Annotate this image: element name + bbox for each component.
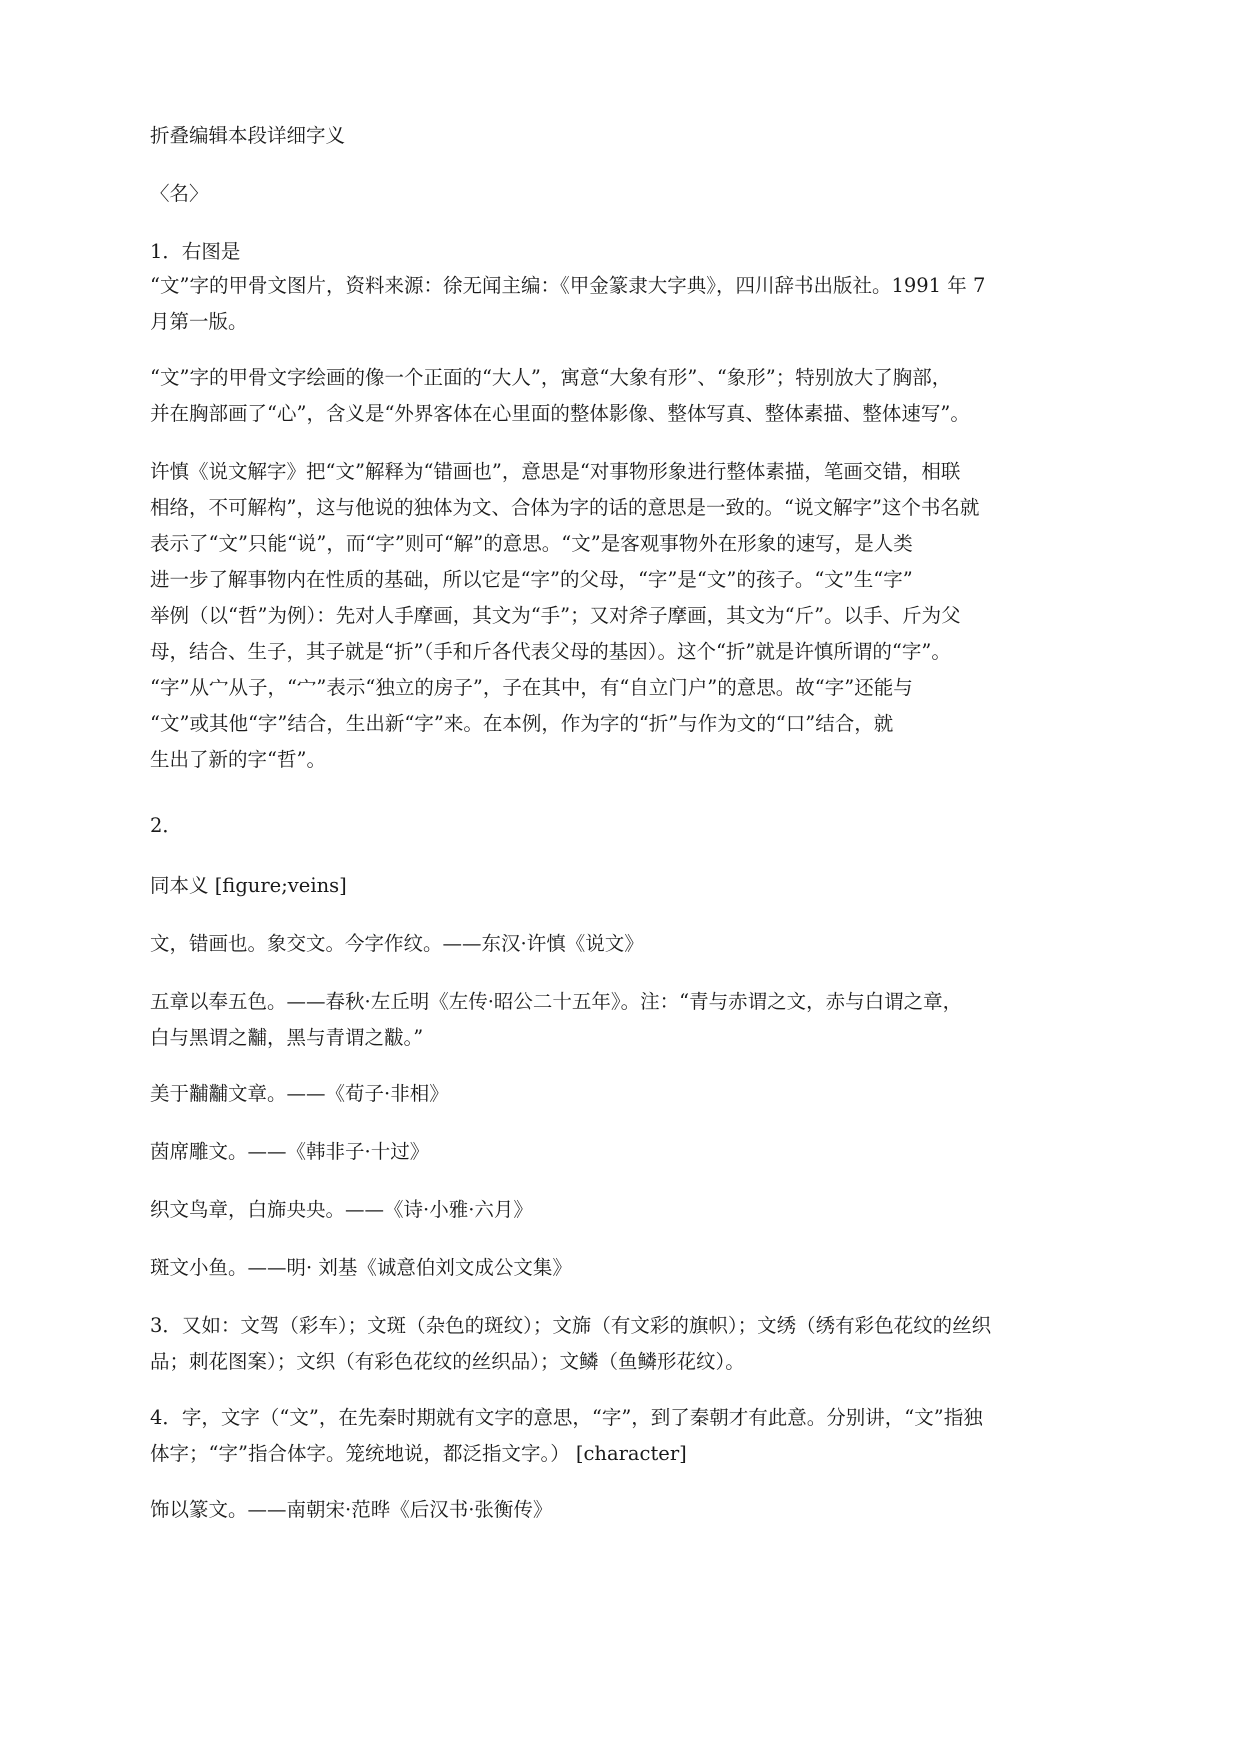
- quote-text: 文，错画也。象交文。今字作纹。——东汉·许慎《说文》: [150, 932, 644, 955]
- paragraph-line: “文”字的甲骨文图片，资料来源：徐无闻主编：《甲金篆隶大字典》，四川辞书出版社。1991 年 7: [150, 274, 986, 297]
- paragraph-line: 相络，不可解构”，这与他说的独体为文、合体为字的话的意思是一致的。“说文解字”这个书名就: [150, 496, 980, 519]
- quote-text: 斑文小鱼。——明· 刘基《诚意伯刘文成公文集》: [150, 1256, 572, 1279]
- sense-1-xu-shen-paragraph: [150, 454, 1095, 778]
- paragraph-line: 五章以奉五色。——春秋·左丘明《左传·昭公二十五年》。注：“青与赤谓之文，赤与白谓之章，: [150, 990, 963, 1013]
- quote-shuowen: [150, 926, 1095, 962]
- sense-2-definition: [150, 868, 1095, 904]
- paragraph-line: 生出了新的字“哲”。: [150, 748, 326, 771]
- quote-text: 美于黼黼文章。——《荀子·非相》: [150, 1082, 449, 1105]
- paragraph-line: 母，结合、生子，其子就是“折”（手和斤各代表父母的基因）。这个“折”就是许慎所谓的“字”。: [150, 640, 951, 663]
- paragraph-line: 4．字，文字（“文”，在先秦时期就有文字的意思，“字”，到了秦朝才有此意。分别讲，“文”指独: [150, 1406, 983, 1429]
- quote-text: 织文鸟章，白旆央央。——《诗·小雅·六月》: [150, 1198, 533, 1221]
- quote-houhanshu: [150, 1492, 1095, 1528]
- quote-xunzi: [150, 1076, 1095, 1112]
- paragraph-line: “文”或其他“字”结合，生出新“字”来。在本例，作为字的“折”与作为文的“口”结合，就: [150, 712, 894, 735]
- definition-text: 同本义 [figure;veins]: [150, 874, 347, 897]
- quote-shijing: [150, 1192, 1095, 1228]
- sense-1-number: [150, 234, 1095, 270]
- paragraph-line: 3．又如：文驾（彩车）；文斑（杂色的斑纹）；文旆（有文彩的旗帜）；文绣（绣有彩色花纹的丝织: [150, 1314, 992, 1337]
- quote-text: 饰以篆文。——南朝宋·范晔《后汉书·张衡传》: [150, 1498, 553, 1521]
- part-of-speech-text: 〈名〉: [150, 182, 209, 205]
- paragraph-line: 月第一版。: [150, 310, 248, 333]
- paragraph-line: 品；刺花图案）；文织（有彩色花纹的丝织品）；文鳞（鱼鳞形花纹）。: [150, 1350, 745, 1373]
- section-heading: [150, 118, 1095, 154]
- sense-1-glyph-paragraph: [150, 360, 1095, 432]
- paragraph-line: 举例（以“哲”为例）：先对人手摩画，其文为“手”；又对斧子摩画，其文为“斤”。以手、斤为父: [150, 604, 961, 627]
- quote-zuozhuan: [150, 984, 1095, 1056]
- quote-liuji: [150, 1250, 1095, 1286]
- sense-2-number: [150, 808, 1095, 844]
- paragraph-line: “文”字的甲骨文字绘画的像一个正面的“大人”，寓意“大象有形”、“象形”；特别放大了胸部，: [150, 366, 952, 389]
- sense-3-paragraph: [150, 1308, 1095, 1380]
- sense-1-number-text: 1．右图是: [150, 240, 241, 263]
- quote-hanfeizi: [150, 1134, 1095, 1170]
- sense-4-paragraph: [150, 1400, 1095, 1472]
- paragraph-line: 表示了“文”只能“说”，而“字”则可“解”的意思。“文”是客观事物外在形象的速写，是人类: [150, 532, 913, 555]
- paragraph-line: 进一步了解事物内在性质的基础，所以它是“字”的父母，“字”是“文”的孩子。“文”生“字”: [150, 568, 913, 591]
- quote-text: 茵席雕文。——《韩非子·十过》: [150, 1140, 430, 1163]
- sense-1-source-paragraph: [150, 268, 1095, 340]
- section-heading-text: 折叠编辑本段详细字义: [150, 124, 346, 147]
- paragraph-line: 并在胸部画了“心”，含义是“外界客体在心里面的整体影像、整体写真、整体素描、整体速写”。: [150, 402, 970, 425]
- sense-2-number-text: 2．: [150, 814, 182, 837]
- paragraph-line: 白与黑谓之黼，黑与青谓之黻。”: [150, 1026, 424, 1049]
- part-of-speech-label: [150, 176, 1095, 212]
- paragraph-line: 许慎《说文解字》把“文”解释为“错画也”，意思是“对事物形象进行整体素描，笔画交错，相联: [150, 460, 961, 483]
- paragraph-line: “字”从宀从子，“宀”表示“独立的房子”，子在其中，有“自立门户”的意思。故“字”还能与: [150, 676, 913, 699]
- paragraph-line: 体字；“字”指合体字。笼统地说，都泛指文字。） [character]: [150, 1442, 687, 1465]
